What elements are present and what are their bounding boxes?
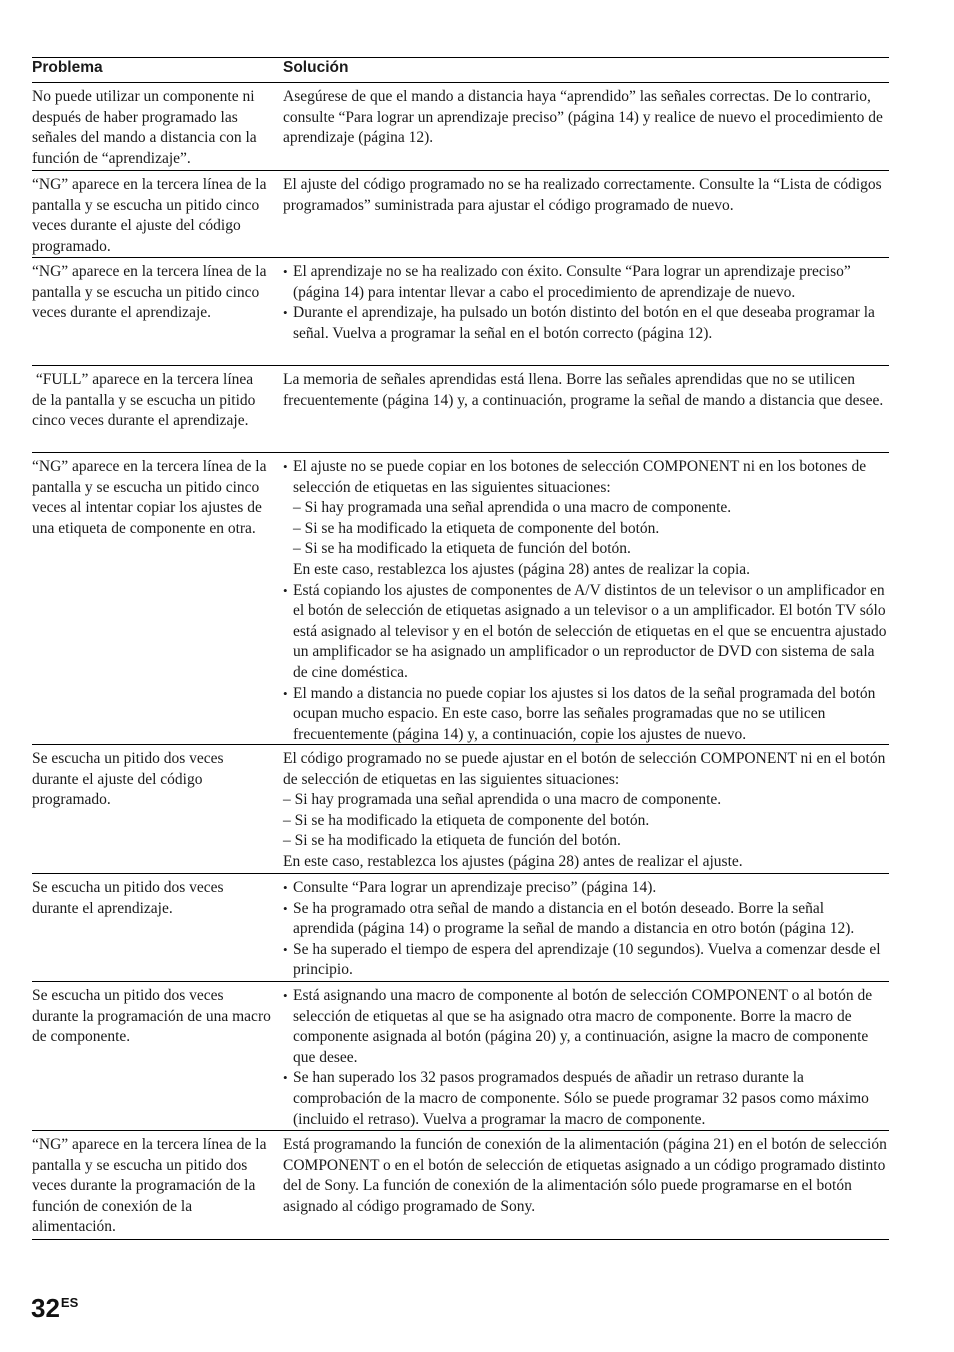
solution-intro: El código programado no se puede ajustar en el botón de selección COMPONENT ni en el botón de selección de etiquetas en las siguientes situaciones: <box>283 750 886 788</box>
bullet-item: • El ajuste no se puede copiar en los botones de selección COMPONENT ni en los botones de selección de etiquetas en las siguientes situaciones: <box>283 457 889 498</box>
dash-item: – Si se ha modificado la etiqueta de función del botón. <box>283 832 621 850</box>
bullet-item: • Se ha programado otra señal de mando a distancia en el botón deseado. Borre la señal aprendida (página 14) o programe la señal de mando a distancia en otro botón (página 12). <box>283 899 889 940</box>
table-row <box>32 366 889 453</box>
solution-cell <box>277 457 889 744</box>
solution-cell <box>277 370 889 452</box>
bullet-item: • El mando a distancia no puede copiar los ajustes si los datos de la señal programada del botón ocupan mucho espacio. En este caso, borre las señales programadas que no se utilicen frecuentemente (página 14) y, a continuación, copie los ajustes de nuevo. <box>283 684 889 746</box>
table-row <box>32 874 889 982</box>
solution-cell <box>277 878 889 981</box>
problem-cell: Se escucha un pitido dos veces durante el aprendizaje. <box>32 879 224 917</box>
dash-item: – Si se ha modificado la etiqueta de componente del botón. <box>283 811 650 829</box>
dash-item: – Si se ha modificado la etiqueta de componente del botón. <box>293 519 660 537</box>
table-row <box>32 982 889 1131</box>
page-number-value: 32 <box>31 1293 60 1323</box>
problem-cell: No puede utilizar un componente ni después de haber programado las señales del mando a distancia con la función de “aprendizaje”. <box>32 88 257 167</box>
problem-cell: “NG” aparece en la tercera línea de la pantalla y se escucha un pitido cinco veces durante el ajuste del código programado. <box>32 176 267 255</box>
problem-cell: Se escucha un pitido dos veces durante el ajuste del código programado. <box>32 750 224 809</box>
page-language-suffix: ES <box>60 1295 79 1310</box>
follow-up-text: En este caso, restablezca los ajustes (página 28) antes de realizar el ajuste. <box>283 852 743 870</box>
dash-item: – Si se ha modificado la etiqueta de función del botón. <box>293 540 631 558</box>
dash-item: – Si hay programada una señal aprendida o una macro de componente. <box>283 791 722 809</box>
table-header <box>32 58 889 83</box>
bullet-item: • Se ha superado el tiempo de espera del aprendizaje (10 segundos). Vuelva a comenzar desde el principio. <box>283 940 889 981</box>
solution-cell <box>277 986 889 1130</box>
column-header-solution: Solución <box>283 59 349 77</box>
problem-cell: Se escucha un pitido dos veces durante la programación de una macro de componente. <box>32 987 271 1046</box>
solution-text: Asegúrese de que el mando a distancia haya “aprendido” las señales correctas. De lo contrario, consulte “Para lograr un aprendizaje preciso” (página 14) y realice de nuevo el procedimiento de aprendizaje (página 12). <box>283 88 883 147</box>
table-row <box>32 1131 889 1239</box>
solution-text: La memoria de señales aprendidas está llena. Borre las señales aprendidas que no se utilicen frecuentemente (página 14) y, a continuación, programe la señal de mando a distancia que desee. <box>283 371 884 409</box>
problem-cell: “FULL” aparece en la tercera línea de la pantalla y se escucha un pitido cinco veces durante el aprendizaje. <box>32 371 260 430</box>
table-row <box>32 453 889 745</box>
table-row <box>32 171 889 258</box>
dash-item: – Si hay programada una señal aprendida o una macro de componente. <box>293 499 732 517</box>
solution-cell <box>277 175 889 257</box>
follow-up-text: En este caso, restablezca los ajustes (página 28) antes de realizar la copia. <box>293 560 751 578</box>
solution-cell <box>277 749 889 873</box>
bullet-item: • Se han superado los 32 pasos programados después de añadir un retraso durante la comprobación de la macro de componente. Sólo se puede programar 32 pasos como máximo (incluido el retraso). Vuelva a programar la macro de componente. <box>283 1068 889 1130</box>
solution-text: El ajuste del código programado no se ha realizado correctamente. Consulte la “Lista de códigos programados” suministrada para ajustar el código programado de nuevo. <box>283 176 882 214</box>
table-row <box>32 745 889 874</box>
bullet-item: • Consulte “Para lograr un aprendizaje preciso” (página 14). <box>283 878 889 899</box>
bullet-item: • Está asignando una macro de componente al botón de selección COMPONENT o al botón de selección de etiquetas al que se ha asignado otra macro de componente. Borre la macro de componente asignada al botón (página 20) y, a continuación, asigne la macro de componente que desee. <box>283 986 889 1068</box>
column-header-problem: Problema <box>32 59 103 77</box>
solution-cell <box>277 87 889 170</box>
bullet-item: • Está copiando los ajustes de componentes de A/V distintos de un televisor o un amplificador en el botón de selección de etiquetas asignado a un televisor o a un amplificador. El botón TV sólo está asignado al televisor y en el botón de selección de etiquetas en el que se encuentra ajustado un amplificador se ha asignado un amplificador o un reproductor de DVD con sistema de sala de cine doméstica. <box>283 581 889 684</box>
solution-text: Está programando la función de conexión de la alimentación (página 21) en el botón de selección COMPONENT o en el botón de selección de etiquetas asignado a un código programado distinto del de Sony. La función de conexión de la alimentación sólo puede programarse en el botón asignado al código programado de Sony. <box>283 1136 887 1215</box>
solution-cell <box>277 262 889 365</box>
bullet-item: • Durante el aprendizaje, ha pulsado un botón distinto del botón en el que deseaba programar la señal. Vuelva a programar la señal en el botón correcto (página 12). <box>283 303 889 344</box>
problem-cell: “NG” aparece en la tercera línea de la pantalla y se escucha un pitido cinco veces al intentar copiar los ajustes de una etiqueta de componente en otra. <box>32 458 267 537</box>
table-row <box>32 258 889 366</box>
solution-cell <box>277 1135 889 1239</box>
troubleshooting-table <box>32 57 889 1240</box>
problem-cell: “NG” aparece en la tercera línea de la pantalla y se escucha un pitido dos veces durante la programación de la función de conexión de la alimentación. <box>32 1136 267 1236</box>
page-number <box>31 1293 78 1324</box>
problem-cell: “NG” aparece en la tercera línea de la pantalla y se escucha un pitido cinco veces durante el aprendizaje. <box>32 263 267 322</box>
table-row <box>32 83 889 171</box>
bullet-item: • El aprendizaje no se ha realizado con éxito. Consulte “Para lograr un aprendizaje preciso” (página 14) para intentar llevar a cabo el procedimiento de aprendizaje de nuevo. <box>283 262 889 303</box>
